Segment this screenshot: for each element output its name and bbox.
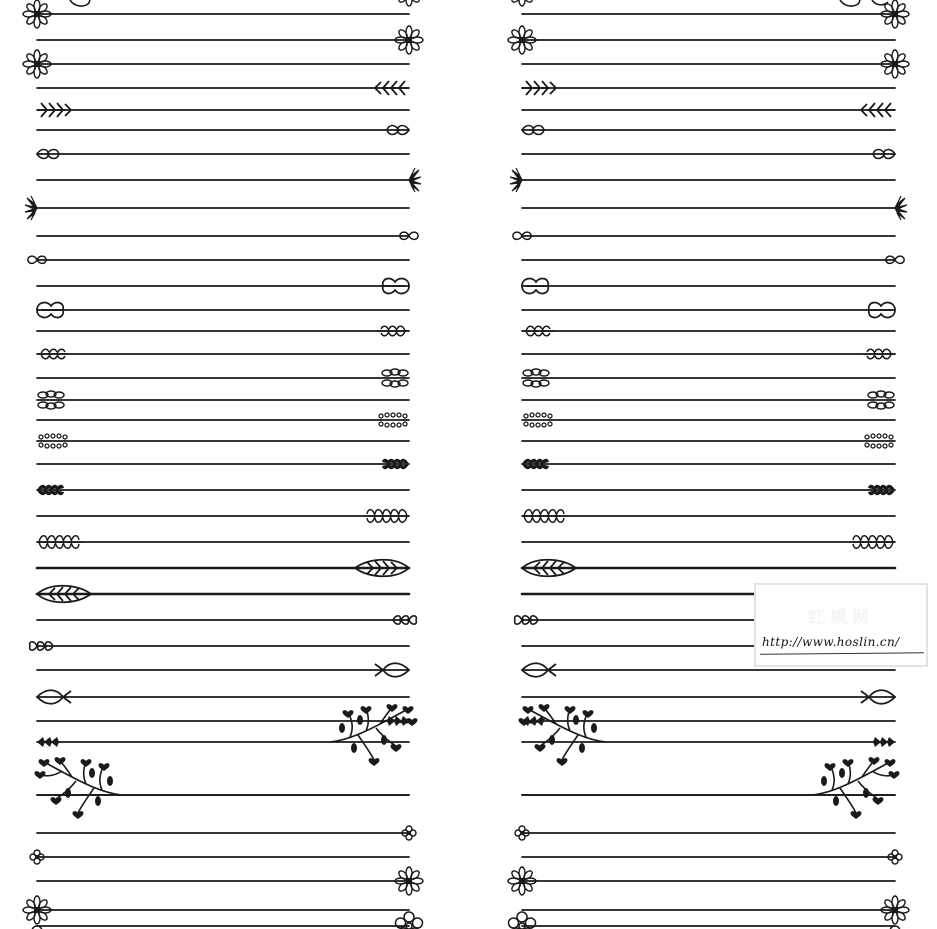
divider-pair-triple-chevron-arrow <box>37 81 895 117</box>
divider-pair-round-flower <box>24 912 909 929</box>
long-wheat-icon <box>849 536 895 549</box>
divider-rows <box>23 0 909 929</box>
divider-pair-dotted-petal-fan <box>37 413 895 448</box>
small-arrow-fletch-icon <box>873 737 895 747</box>
divider-pair-large-daisy <box>23 867 909 924</box>
divider-pair-long-wheat <box>37 510 895 549</box>
spiky-leaf-tip-icon <box>510 168 522 192</box>
feather-leaf-icon <box>355 560 409 577</box>
long-wheat-icon <box>37 536 83 549</box>
small-arrow-fletch-icon <box>37 737 59 747</box>
feather-leaf-icon <box>37 586 91 603</box>
divider-pair-loop-leaf-cluster <box>37 369 895 409</box>
flower-outline-icon <box>395 0 423 6</box>
divider-pair-wheat-sprig <box>37 326 895 359</box>
heart-branch-icon <box>519 704 606 766</box>
heart-branch-icon <box>812 757 899 819</box>
wheat-sprig-icon <box>863 349 895 359</box>
feather-leaf-icon <box>522 560 576 577</box>
wheat-sprig-icon <box>522 326 554 336</box>
watermark-url: http://www.hoslin.cn/ <box>762 635 900 649</box>
long-wheat-icon <box>363 510 409 523</box>
heart-branch-icon <box>330 704 417 766</box>
divider-pair-tiny-flower <box>30 826 902 864</box>
divider-pair-small-arrow-fletch <box>37 716 895 747</box>
divider-pair-spiky-leaf-tip <box>25 168 907 220</box>
wheat-sprig-icon <box>37 349 69 359</box>
wheat-sprig-icon <box>377 326 409 336</box>
divider-pair-daisy <box>23 26 909 78</box>
small-arrow-fletch-icon <box>387 716 409 726</box>
heart-branch-icon <box>35 757 122 819</box>
watermark-stamp <box>754 583 928 667</box>
watermark-underline <box>760 652 924 654</box>
watermark-site-name: 红模网 <box>808 608 874 628</box>
spiky-leaf-tip-icon <box>25 196 37 220</box>
spiky-leaf-tip-icon <box>409 168 421 192</box>
spiky-leaf-tip-icon <box>895 196 907 220</box>
flower-outline-icon <box>508 0 536 6</box>
divider-pair-small-fletching <box>37 126 895 159</box>
divider-pair-dense-wheat <box>37 459 895 495</box>
divider-pair-cloud-leaf-cluster <box>37 279 895 318</box>
divider-pair-heart-tip <box>28 232 904 263</box>
divider-pair-heart-arrowhead <box>37 663 895 704</box>
divider-pair-flower-outline <box>23 0 909 28</box>
top-partial-ornaments <box>70 0 888 6</box>
long-wheat-icon <box>522 510 568 523</box>
